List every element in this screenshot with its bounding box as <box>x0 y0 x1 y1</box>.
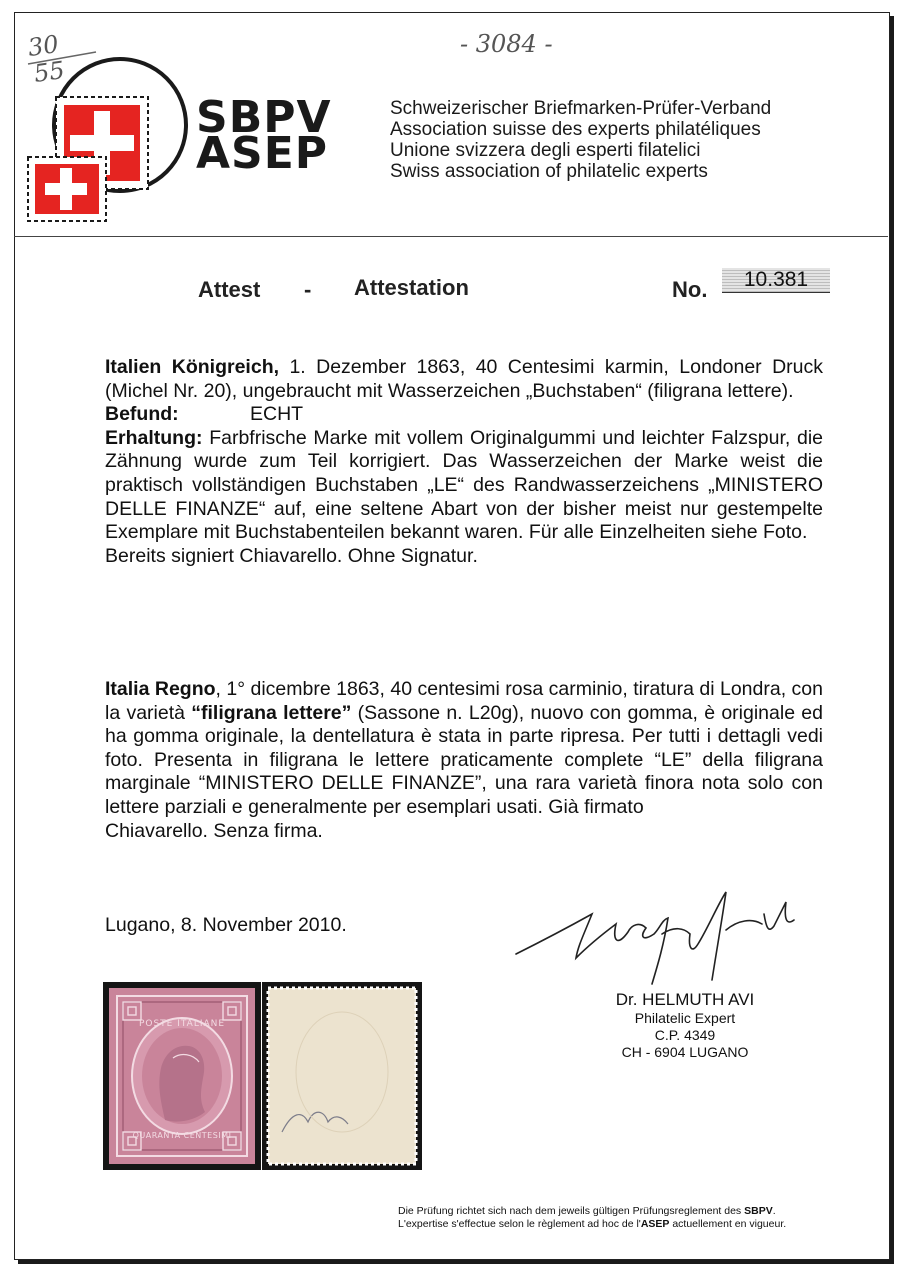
expert-po-box: C.P. 4349 <box>654 1027 716 1043</box>
footer-notice <box>398 1205 858 1231</box>
italian-text-a: , 1° dicembre 1863, 40 centesimi rosa carminio, tiratura di Londra, con la varietà <box>105 678 823 724</box>
handwritten-signature <box>512 884 832 994</box>
association-name-en: Swiss association of philatelic experts <box>390 161 708 182</box>
stamp-back-image <box>262 982 422 1170</box>
title-attestation: Attestation <box>354 275 469 300</box>
title-attest: Attest <box>198 277 261 302</box>
expert-city: CH - 6904 LUGANO <box>621 1044 749 1060</box>
number-field <box>722 268 830 293</box>
footer-sbpv: SBPV <box>744 1205 773 1217</box>
italian-closing: Chiavarello. Senza firma. <box>105 819 323 842</box>
stamp-bottom-inscription: QUARANTA CENTESIMI <box>132 1131 232 1140</box>
number-label: No. <box>672 277 708 302</box>
german-closing: Bereits signiert Chiavarello. Ohne Signatur. <box>105 544 478 567</box>
italian-text-b: (Sassone n. L20g), nuovo con gomma, è originale ed ha gomma originale, la dentellatura è stata in parte ripresa. Per tutti i dettagli vedi foto. Presenta in filigrana le lettere praticamente complete “LE” della filigrana marginale “MINISTERO DELLE FINANZE”, una rara varietà finora nota solo con lettere parziali e generalmente per esemplari usati. Già firmato <box>105 701 824 818</box>
footer-line1-end: . <box>772 1205 776 1217</box>
footer-line2-end: actuellement en vigueur. <box>669 1218 787 1230</box>
logo-asep: ASEP <box>196 128 329 179</box>
stamp-front-photo <box>103 982 261 1170</box>
handwritten-number: - 3084 - <box>460 30 553 58</box>
footer-asep: ASEP <box>640 1218 670 1230</box>
header-divider <box>14 236 888 237</box>
italian-description <box>105 678 823 843</box>
german-subject: Italien Königreich, <box>105 356 280 378</box>
stamp-back-photo <box>262 982 422 1170</box>
association-name-fr: Association suisse des experts philatéliques <box>390 119 761 140</box>
handwritten-note-2: 55 <box>32 56 67 88</box>
footer-line1: Die Prüfung richtet sich nach dem jeweils gültigen Prüfungsreglement des <box>398 1205 745 1217</box>
expert-name: Dr. HELMUTH AVI <box>615 990 755 1009</box>
erhaltung-label: Erhaltung: <box>105 426 203 449</box>
sbpv-logo-icon <box>20 45 195 230</box>
italian-subject: Italia Regno <box>105 678 216 700</box>
befund-label: Befund: <box>105 403 179 426</box>
association-names <box>390 98 771 182</box>
expert-signature-block <box>560 990 810 1061</box>
logo-sbpv: SBPV <box>196 92 332 143</box>
title-dash: - <box>304 277 312 302</box>
handwritten-note-1: 30 <box>26 30 61 62</box>
erhaltung-text: Farbfrische Marke mit vollem Originalgummi und leichter Falzspur, die Zähnung wurde zum Teil korrigiert. Das Wasserzeichen der Marke weist die praktisch vollständigen Buchstaben „LE“ des Randwasserzeichens „MINISTERO DELLE FINANZE“ auf, eine seltene Abart von der bisher meist nur gestempelte Exemplare mit Buchstabenteilen bekannt waren. Für alle Einzelheiten siehe Foto. <box>105 426 824 544</box>
footer-line2: L'expertise s'effectue selon le règlement ad hoc de l' <box>398 1218 641 1230</box>
stamp-front-image <box>103 982 261 1170</box>
stamp-top-inscription: POSTE ITALIANE <box>138 1019 226 1029</box>
place-date: Lugano, 8. November 2010. <box>105 914 347 936</box>
befund-value: ECHT <box>250 403 304 426</box>
german-subject-text: 1. Dezember 1863, 40 Centesimi karmin, Londoner Druck (Michel Nr. 20), ungebraucht mit Wasserzeichen „Buchstaben“ (filigrana lettere). <box>105 356 823 402</box>
italian-variety: “filigrana lettere” <box>191 701 352 724</box>
certificate-number: 10.381 <box>743 268 809 291</box>
german-description <box>105 356 823 568</box>
expert-title: Philatelic Expert <box>634 1010 736 1026</box>
association-name-it: Unione svizzera degli esperti filatelici <box>390 140 701 161</box>
association-name-de: Schweizerischer Briefmarken-Prüfer-Verband <box>390 98 772 119</box>
